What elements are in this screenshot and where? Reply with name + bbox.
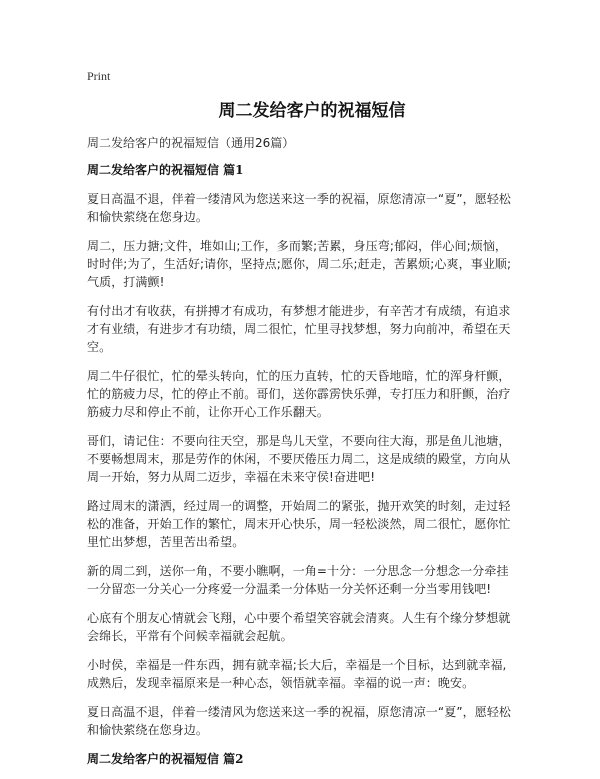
paragraph: 周二牛仔很忙，忙的晕头转向，忙的压力直转，忙的天昏地暗，忙的浑身杆颤，忙的筋疲力尽，忙的停止不前。哥们，送你霹雳快乐弹，专打压力和肝颤，治疗筋疲力尽和停止不前，让你开心工作乐翻天。 <box>87 369 511 419</box>
paragraph: 路过周末的潇洒，经过周一的调整，开始周二的紧张，抛开欢笑的时刻，走过轻松的准备，开始工作的繁忙，周末开心快乐，周一轻松淡然，周二很忙，愿你忙里忙出梦想，苦里苦出希望。 <box>87 499 511 549</box>
section-heading-2: 周二发给客户的祝福短信 篇2 <box>87 752 244 766</box>
paragraph: 夏日高温不退，伴着一缕清风为您送来这一季的祝福，原您清凉一“夏”，愿轻松和愉快萦绕在您身边。 <box>87 705 512 737</box>
print-label: Print <box>87 69 111 83</box>
paragraph: 新的周二到，送你一角，不要小瞧啊，一角=十分：一分思念一分想念一分牵挂一分留恋一分关心一分疼爱一分温柔一分体贴一分关怀还剩一分当零用钱吧! <box>87 564 509 596</box>
paragraph: 周二，压力搪;文件，堆如山;工作，多而繁;苦累，身压弯;郁闷，伴心间;烦恼，时时伴;为了，生活好;请你，坚持点;愿你，周二乐;赶走，苦累烦;心爽，事业顺;气质，打满颤! <box>87 239 512 289</box>
document-page <box>87 68 517 779</box>
page-title: 周二发给客户的祝福短信 <box>218 101 406 121</box>
paragraph: 小时侯，幸福是一件东西，拥有就幸福;长大后，幸福是一个目标，达到就幸福,成熟后，发现幸福原来是一种心态，领悟就幸福。幸福的说一声：晚安。 <box>87 658 507 690</box>
paragraph: 夏日高温不退，伴着一缕清风为您送来这一季的祝福，原您清凉一“夏”，愿轻松和愉快萦绕在您身边。 <box>87 192 512 224</box>
paragraph: 有付出才有收获，有拼搏才有成功，有梦想才能进步，有辛苦才有成绩，有追求才有业绩，有进步才有功绩，周二很忙，忙里寻找梦想，努力向前冲，希望在天空。 <box>87 304 511 354</box>
paragraph: 心底有个朋友心情就会飞翔，心中要个希望笑容就会清爽。人生有个缘分梦想就会绵长，平常有个问候幸福就会起航。 <box>87 611 511 643</box>
section-heading-1: 周二发给客户的祝福短信 篇1 <box>87 163 244 177</box>
document-subtitle: 周二发给客户的祝福短信（通用26篇） <box>87 136 295 150</box>
paragraph: 哥们，请记住：不要向往天空，那是鸟儿天堂，不要向往大海，那是鱼儿池塘，不要畅想周末，那是劳作的休闲，不要厌倦压力周二，这是成绩的殿堂，方向从周一开始，努力从周二迈步，幸福在未来守侯!奋进吧! <box>87 434 511 484</box>
